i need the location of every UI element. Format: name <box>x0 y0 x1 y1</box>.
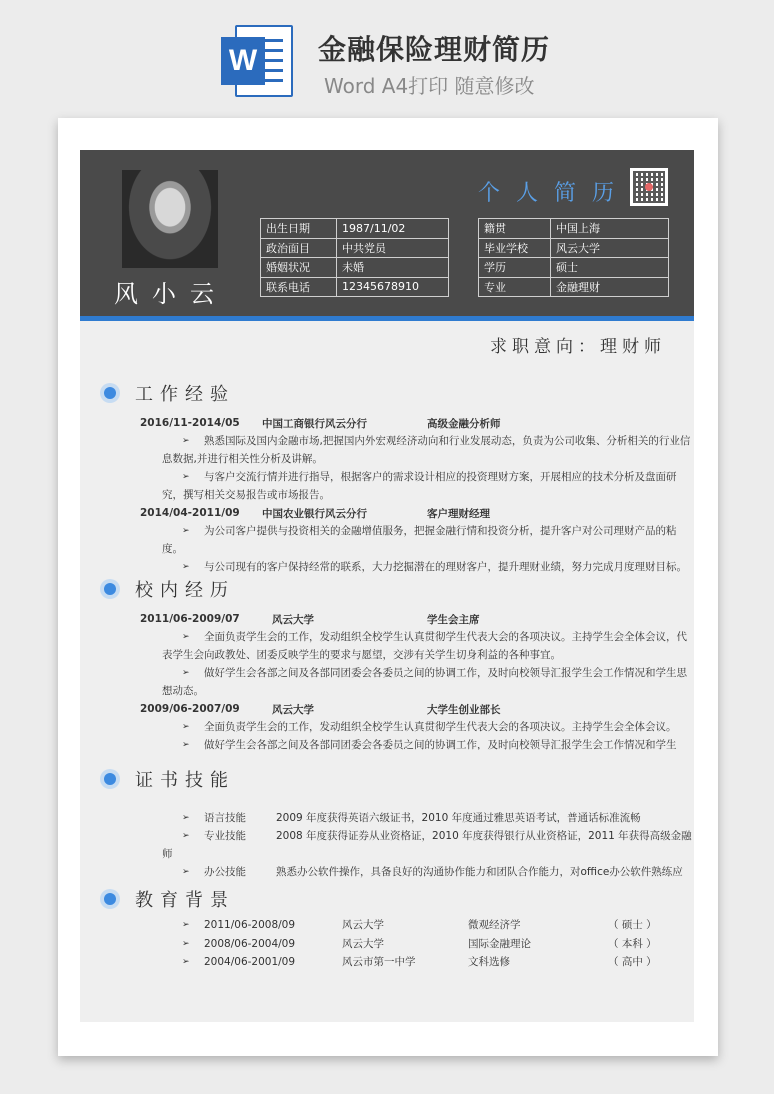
section-education <box>80 884 694 980</box>
table-row: ➢ 2011/06-2008/09 风云大学 微观经济学 （ 硕士 ） <box>80 916 694 935</box>
edu-school: 风云大学 <box>342 937 384 950</box>
section-campus-experience <box>80 574 694 750</box>
campus-org: 风云大学 <box>272 613 314 626</box>
section-bullet-icon <box>100 889 120 909</box>
job-company: 中国农业银行风云分行 <box>262 507 367 520</box>
info-value: 金融理财 <box>551 277 669 297</box>
table-row: ➢ 2004/06-2001/09 风云市第一中学 文科选修 （ 高中 ） <box>80 953 694 972</box>
campus-header <box>80 610 694 628</box>
list-item: ➢ 办公技能 熟悉办公软件操作，具备良好的沟通协作能力和团队合作能力，对office办公软件熟练应 <box>182 866 683 878</box>
job-position: 高级金融分析师 <box>427 417 501 430</box>
list-item: ➢ 语言技能 2009 年度获得英语六级证书，2010 年度通过雅思英语考试，普通话标准流畅 <box>182 812 641 824</box>
info-value: 1987/11/02 <box>337 219 449 239</box>
top-banner <box>0 0 774 110</box>
word-document-icon <box>221 25 295 97</box>
info-label: 联系电话 <box>261 277 337 297</box>
edu-degree: （ 硕士 ） <box>608 919 657 931</box>
resume-sheet <box>80 150 694 1022</box>
section-bullet-icon <box>100 579 120 599</box>
table-row: ➢ 2008/06-2004/09 风云大学 国际金融理论 （ 本科 ） <box>80 935 694 954</box>
personal-info-table-right <box>478 218 669 297</box>
info-label: 专业 <box>479 277 551 297</box>
edu-degree: （ 本科 ） <box>608 937 657 950</box>
edu-major: 文科选修 <box>468 956 510 968</box>
info-label: 学历 <box>479 258 551 278</box>
info-value: 12345678910 <box>337 277 449 297</box>
job-objective: 求职意向：理财师 <box>490 337 666 357</box>
job-position: 客户理财经理 <box>427 507 490 520</box>
info-value: 风云大学 <box>551 238 669 258</box>
campus-role: 学生会主席 <box>427 613 480 626</box>
list-item: ➢ 与公司现有的客户保持经常的联系，大力挖掘潜在的理财客户，提升理财业绩，努力完成月度理财目标。 <box>182 561 687 573</box>
banner-subtitle: Word A4打印 随意修改 <box>324 74 535 98</box>
personal-info-table-left <box>260 218 449 297</box>
info-value: 未婚 <box>337 258 449 278</box>
job-company: 中国工商银行风云分行 <box>262 417 367 430</box>
edu-major: 国际金融理论 <box>468 937 531 950</box>
info-label: 籍贯 <box>479 219 551 239</box>
job-header <box>80 504 694 522</box>
list-item: ➢ 全面负责学生会的工作，发动组织全校学生认真贯彻学生代表大会的各项决议。主持学生会全体会议。 <box>182 721 677 733</box>
info-value: 中国上海 <box>551 219 669 239</box>
campus-role: 大学生创业部长 <box>427 703 501 716</box>
campus-date: 2011/06-2009/07 <box>140 613 240 625</box>
header-accent-line <box>80 316 694 321</box>
campus-header <box>80 700 694 718</box>
edu-school: 风云大学 <box>342 919 384 931</box>
list-item: ➢ 为公司客户提供与投资相关的金融增值服务，把握金融行情和投资分析，提升客户对公司理财产品的粘度。 <box>162 525 677 555</box>
campus-date: 2009/06-2007/09 <box>140 703 240 715</box>
info-label: 毕业学校 <box>479 238 551 258</box>
list-item: ➢ 做好学生会各部之间及各部同团委会各委员之间的协调工作，及时向校领导汇报学生会工作情况和学生思想动态。 <box>162 667 687 697</box>
edu-date: 2008/06-2004/09 <box>204 937 296 950</box>
section-skills <box>80 764 694 883</box>
edu-school: 风云市第一中学 <box>342 956 416 968</box>
list-item: ➢ 全面负责学生会的工作，发动组织全校学生认真贯彻学生代表大会的各项决议。主持学生会全体会议，代表学生会向政教处、团委反映学生的要求与愿望，交涉有关学生切身利益的各种事宜。 <box>162 631 687 661</box>
info-label: 政治面目 <box>261 238 337 258</box>
job-header <box>80 414 694 432</box>
section-title: 教育背景 <box>135 890 235 911</box>
info-label: 婚姻状况 <box>261 258 337 278</box>
candidate-name: 风小云 <box>114 280 228 308</box>
info-value: 中共党员 <box>337 238 449 258</box>
section-title: 证书技能 <box>135 770 235 791</box>
section-title: 工作经验 <box>135 384 235 405</box>
resume-paper <box>58 118 718 1056</box>
job-date: 2016/11-2014/05 <box>140 417 240 429</box>
list-item: ➢ 做好学生会各部之间及各部同团委会各委员之间的协调工作，及时向校领导汇报学生会工作情况和学生 <box>182 739 677 750</box>
list-item: ➢ 与客户交流行情并进行指导，根据客户的需求设计相应的投资理财方案，开展相应的技术分析及盘面研究，撰写相关交易报告或市场报告。 <box>162 471 677 501</box>
info-value: 硕士 <box>551 258 669 278</box>
resume-header <box>80 150 694 316</box>
section-bullet-icon <box>100 769 120 789</box>
list-item: ➢ 熟悉国际及国内金融市场,把握国内外宏观经济动向和行业发展动态，负责为公司收集、分析相关的行业信息数据,并进行相关性分析及讲解。 <box>162 435 691 465</box>
info-label: 出生日期 <box>261 219 337 239</box>
edu-major: 微观经济学 <box>468 919 521 931</box>
section-title: 校内经历 <box>135 580 235 601</box>
word-icon-letter: W <box>221 37 265 85</box>
list-item: ➢ 专业技能 2008 年度获得证券从业资格证，2010 年度获得银行从业资格证，2011 年获得高级金融师 <box>162 830 692 860</box>
edu-date: 2004/06-2001/09 <box>204 956 296 968</box>
job-date: 2014/04-2011/09 <box>140 507 240 519</box>
campus-org: 风云大学 <box>272 703 314 716</box>
section-work-experience <box>80 378 694 576</box>
edu-degree: （ 高中 ） <box>608 956 657 968</box>
qr-code-icon <box>630 168 668 206</box>
resume-title: 个人简历 <box>478 181 631 206</box>
section-bullet-icon <box>100 383 120 403</box>
profile-photo <box>122 170 218 268</box>
banner-title: 金融保险理财简历 <box>318 33 551 66</box>
edu-date: 2011/06-2008/09 <box>204 919 296 931</box>
